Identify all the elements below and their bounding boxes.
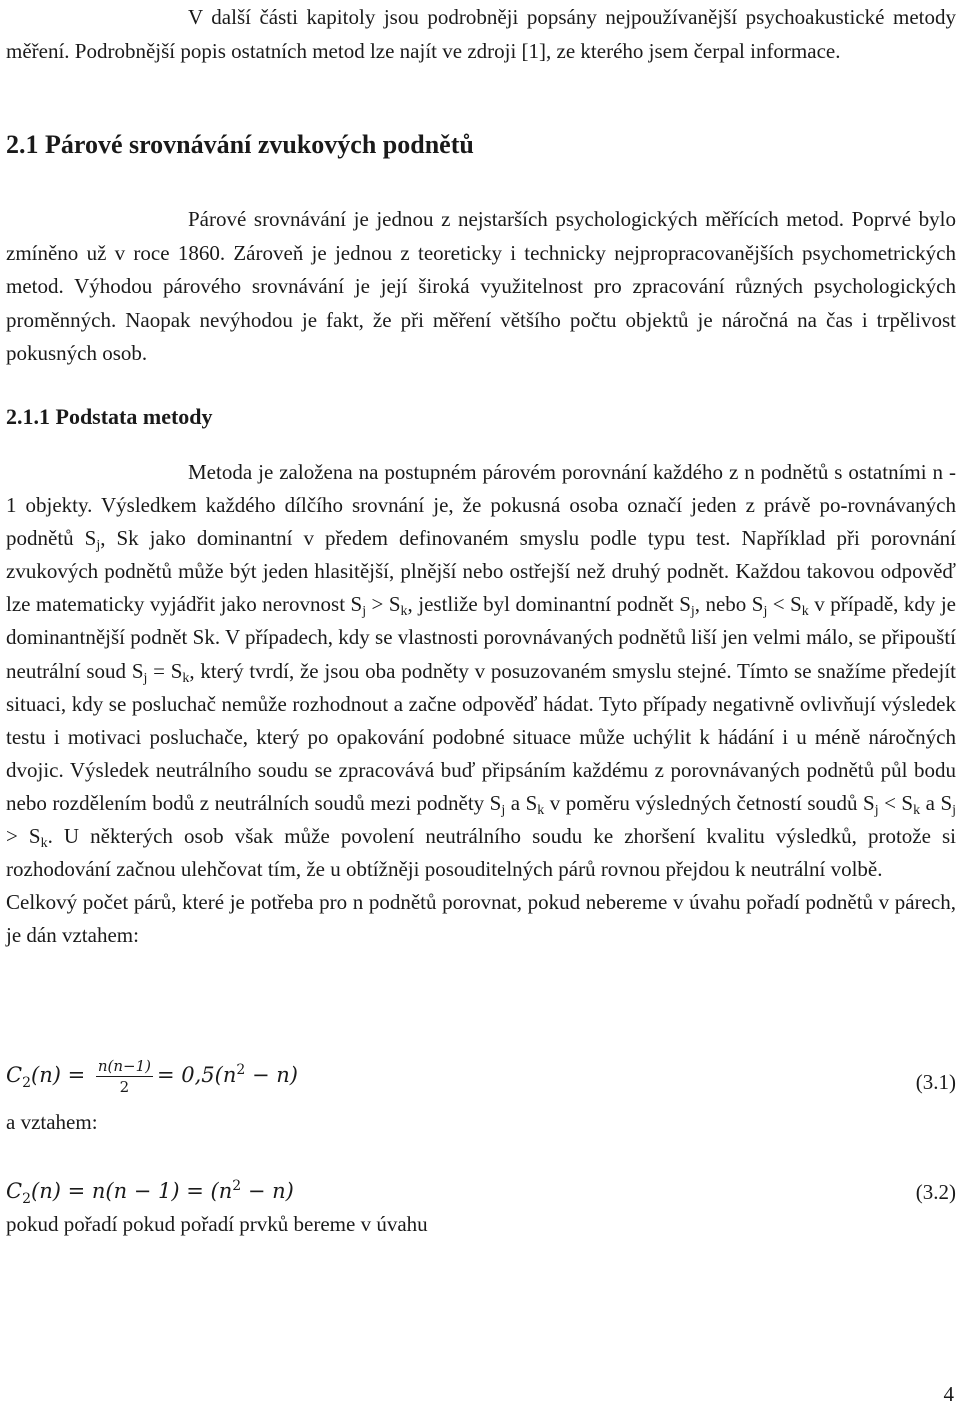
equation-3-1 [6,1056,956,1096]
equation-3-1-formula: $C_2(n)$ = $\frac{n(n-1)}{2}$ = $0,5(n^2 - n)$ [6,1057,298,1096]
equation-3-2-formula: $C_2(n) = n(n - 1) = (n^2 - n)$ [6,1178,294,1208]
subsection-body [6,456,956,952]
section-body [6,203,956,371]
intro-paragraph [6,1,956,68]
equation-3-2-number: (3.2) [915,1180,956,1204]
subsection-heading: 2.1.1 Podstata metody [6,404,213,429]
intro-text: V další části kapitoly jsou podrobněji popsány nejpoužívanější psychoakustické metody měření. Podrobnější popis ostatních metod lze najít ve zdroji [1], ze kterého jsem čerpal informace. [6,5,956,63]
between-text: a vztahem: [6,1110,98,1134]
section-heading: 2.1 Párové srovnávání zvukových podnětů [6,130,474,159]
page-number: 4 [943,1382,954,1406]
method-paragraph: Metoda je založena na postupném párovém porovnání každého z n podnětů s ostatními n - 1 objekty. Výsledkem každého dílčího srovnání je, že pokusná osoba označí jeden z právě po-rovnávaných podnětů $S_j$, Sk jako dominantní v předem definovaném smyslu podle typu test. Například při porovnání zvukových podnětů může být jeden hlasitější, plnější nebo ostřejší než druhý podnět. Každou takovou odpověď lze matematicky vyjádřit jako nerovnost $S_j > S_k$, jestliže byl dominantní podnět $S_j$, nebo $S_j < S_k$ v případě, kdy je dominantnější podnět Sk. V případech, kdy se vlastnosti porovnávaných podnětů liší jen velmi málo, se připouští neutrální soud $S_j = S_k$, který tvrdí, že jsou oba podněty v posuzovaném smyslu stejné. Tímto se snažíme předejít situaci, kdy se posluchač nemůže rozhodnout a začne odpověď hádat. Tyto případy negativně ovlivňují výsledek testu i motivaci posluchače, který po opakování podobné situace může uchýlit k hádání i u méně náročných dvojic. Výsledek neutrálního soudu se zpracovává buď připsáním každému z porovnávaných podnětů půl bodu nebo rozdělením bodů z neutrálních soudů mezi podněty $S_j$ a $S_k$ v poměru výsledných četností soudů $S_j < S_k$ a $S_j > S_k$. U některých osob však může povolení neutrálního soudu ke zhoršení kvalitu výsledků, protože si rozhodování začnou ulehčovat tím, že u obtížněji posouditelných párů rovnou přejdou k neutrální volbě. [6,460,957,882]
section-paragraph: Párové srovnávání je jednou z nejstarších psychologických měřících metod. Poprvé bylo zmíněno už v roce 1860. Zároveň je jednou z teoreticky i technicky nejpropracovanějších psychometrických metod. Výhodou párového srovnávání je její široká využitelnost pro zpracování různých psychologických proměnných. Naopak nevýhodou je fakt, že při měření většího počtu objektů je náročná na čas i trpělivost pokusných osob. [6,207,956,365]
equation-3-1-number: (3.1) [915,1070,956,1094]
after-text: pokud pořadí pokud pořadí prvků bereme v úvahu [6,1212,428,1236]
pairs-count-paragraph: Celkový počet párů, které je potřeba pro n podnětů porovnat, pokud nebereme v úvahu pořadí podnětů v párech, je dán vztahem: [6,890,956,948]
fraction: $\frac{n(n-1)}{2}$ [97,1057,151,1096]
